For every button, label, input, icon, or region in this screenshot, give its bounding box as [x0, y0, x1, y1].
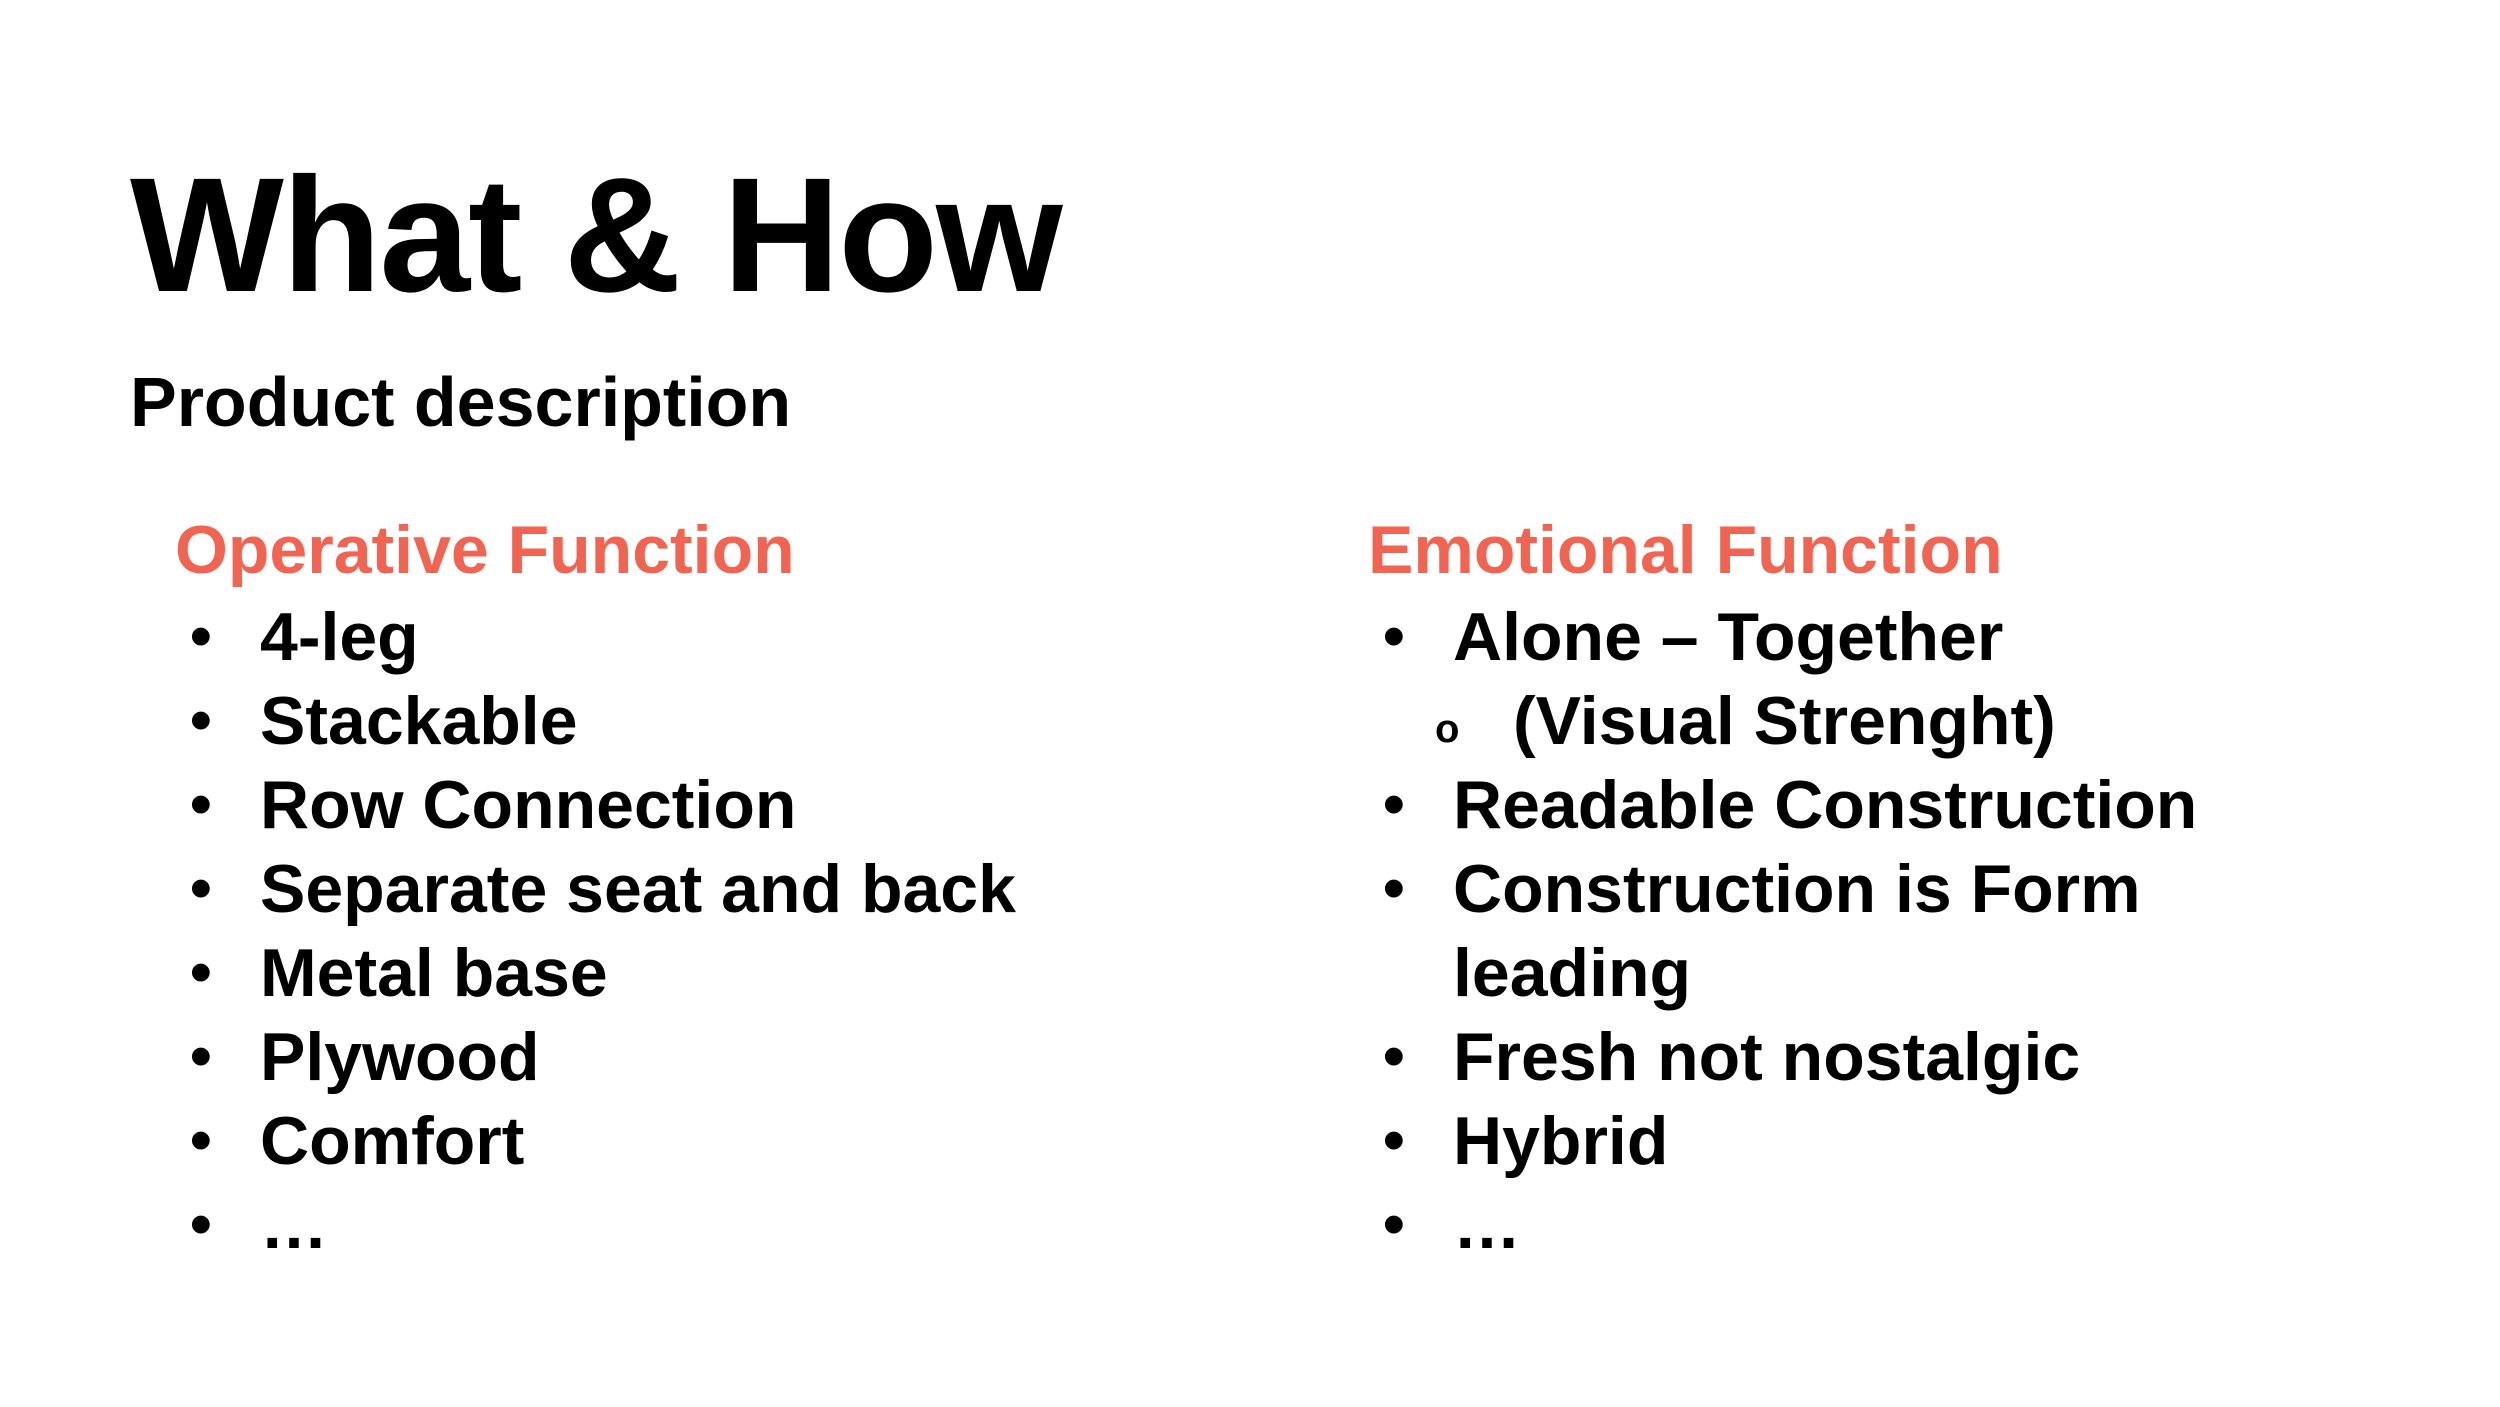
bullet-icon: • — [190, 1022, 212, 1091]
bullet-icon: • — [1383, 770, 1405, 839]
column-heading-operative: Operative Function — [175, 512, 795, 588]
list-item — [175, 1015, 1325, 1099]
emotional-function-column — [1368, 505, 2468, 1267]
list-item-text: Metal base — [260, 935, 608, 1011]
list-item — [1368, 1015, 2468, 1099]
bullet-icon: • — [190, 1106, 212, 1175]
list-item — [1368, 1183, 2468, 1267]
list-item-text: Hybrid — [1453, 1103, 1669, 1179]
list-item-text: Construction is Form — [1453, 851, 2141, 927]
bullet-icon: • — [190, 854, 212, 923]
bullet-icon: • — [1383, 1022, 1405, 1091]
list-item-text: leading — [1453, 935, 1692, 1011]
slide-subtitle: Product description — [130, 363, 792, 441]
list-item — [1368, 847, 2468, 931]
bullet-icon: • — [190, 686, 212, 755]
list-item-text: 4-leg — [260, 599, 419, 675]
list-item — [175, 1099, 1325, 1183]
list-item-text: Fresh not nostalgic — [1453, 1019, 2081, 1095]
list-item-text: Comfort — [260, 1103, 525, 1179]
list-item-text: (Visual Strenght) — [1513, 683, 2056, 759]
list-item — [175, 595, 1325, 679]
list-item — [175, 847, 1325, 931]
bullet-icon: • — [190, 770, 212, 839]
list-item — [175, 931, 1325, 1015]
list-item — [175, 1183, 1325, 1267]
column-heading-emotional: Emotional Function — [1368, 512, 2003, 588]
bullet-icon: • — [190, 602, 212, 671]
list-item — [175, 763, 1325, 847]
slide-title: What & How — [130, 143, 1061, 326]
list-item-text: Readable Construction — [1453, 767, 2198, 843]
operative-function-column — [175, 505, 1325, 1267]
list-item-text: Stackable — [260, 683, 578, 759]
list-item-text: Row Connection — [260, 767, 797, 843]
list-item — [1368, 1099, 2468, 1183]
list-item-text: Plywood — [260, 1019, 540, 1095]
list-item — [175, 679, 1325, 763]
list-item-text: … — [1453, 1187, 1521, 1263]
bullet-icon: • — [190, 1190, 212, 1259]
operative-function-list — [175, 595, 1325, 1267]
list-item-text: … — [260, 1187, 328, 1263]
bullet-icon: • — [1383, 602, 1405, 671]
bullet-icon: • — [1383, 854, 1405, 923]
list-item-continuation — [1368, 931, 2468, 1015]
list-item-text: Separate seat and back — [260, 851, 1016, 927]
list-item — [1368, 595, 2468, 679]
list-item-text: Alone – Together — [1453, 599, 2004, 675]
emotional-function-list — [1368, 595, 2468, 1267]
sub-list-item — [1368, 679, 2468, 763]
bullet-icon: • — [190, 938, 212, 1007]
circle-bullet-icon: o — [1435, 707, 1460, 751]
bullet-icon: • — [1383, 1190, 1405, 1259]
bullet-icon: • — [1383, 1106, 1405, 1175]
list-item — [1368, 763, 2468, 847]
